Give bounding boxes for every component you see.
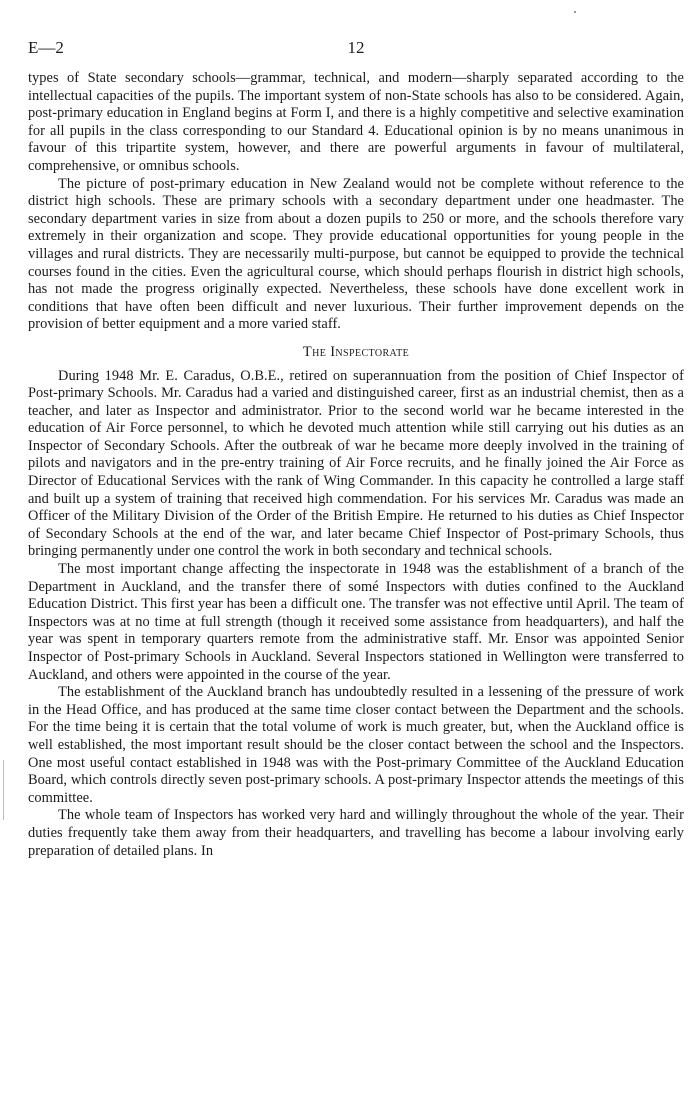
scan-speck: [574, 11, 576, 13]
paragraph-auckland-establishment: The establishment of the Auckland branch has undoubtedly resulted in a lessening of the pressure of work in the Head Office, and has produced at the same time closer contact between the Department and the schools. For the time being it is certain that the total volume of work is much greater, but, when the Auckland office is well established, the most important result should be the closer contact between the school and the Inspectors. One most useful contact established in 1948 was with the Post-primary Committee of the Auckland Education Board, which controls directly seven post-primary schools. A post-primary Inspector attends the meetings of this committee.: [28, 684, 684, 806]
page-number: 12: [347, 38, 365, 57]
document-reference: E—2: [28, 38, 64, 57]
document-body: [28, 70, 684, 860]
section-heading-inspectorate: The Inspectorate: [302, 343, 410, 360]
scan-margin-mark: [3, 760, 4, 820]
page-header: [28, 38, 684, 70]
paragraph-caradus: During 1948 Mr. E. Caradus, O.B.E., retired on superannuation from the position of Chief Inspector of Post-primary Schools. Mr. Caradus had a varied and distinguished career, first as an industrial chemist, then as a teacher, and later as Inspector and administrator. Prior to the second world war he became interested in the education of Air Force personnel, to which he devoted much attention while still carrying out his duties as an Inspector of Secondary Schools. After the outbreak of war he became more deeply involved in the training of pilots and navigators and in the pre-entry training of Air Force recruits, and he finally joined the Air Force as Director of Educational Services with the rank of Wing Commander. In this capacity he controlled a large staff and built up a system of training that received high commendation. For his services Mr. Caradus was made an Officer of the Military Division of the Order of the British Empire. He returned to his duties as Chief Inspector of Secondary Schools at the end of the war, and later became Chief Inspector of Post-primary Schools, thus bringing permanently under one control the work in both secondary and technical schools.: [28, 367, 684, 560]
paragraph-continued: types of State secondary schools—grammar, technical, and modern—sharply separated according to the intellectual capacities of the pupils. The important system of non-State schools has also to be considered. Again, post-primary education in England begins at Form I, and there is a highly competitive and selective examination for all pupils in the class corresponding to our Standard 4. Educational opinion is by no means unanimous in favour of this tripartite system, however, and there are powerful arguments in favour of multilateral, comprehensive, or omnibus schools.: [28, 70, 684, 174]
paragraph-district-high-schools: The picture of post-primary education in New Zealand would not be complete without reference to the district high schools. These are primary schools with a secondary department under one headmaster. The secondary department varies in size from about a dozen pupils to 250 or more, and the schools therefore vary extremely in their organization and scope. They provide educational opportunities for young people in the villages and rural districts. They are necessarily multi-purpose, but cannot be equipped to provide the technical courses found in the cities. Even the agricultural course, which should perhaps flourish in district high schools, has not made the progress originally expected. Nevertheless, these schools have done excellent work in conditions that have often been difficult and never luxurious. Their further improvement depends on the provision of better equipment and a more varied staff.: [28, 175, 684, 333]
paragraph-inspectors-work: The whole team of Inspectors has worked very hard and willingly throughout the whole of the year. Their duties frequently take them away from their headquarters, and travelling has become a labour involving early preparation of detailed plans. In: [28, 807, 684, 859]
paragraph-auckland-branch: The most important change affecting the inspectorate in 1948 was the establishment of a branch of the Department in Auckland, and the transfer there of somé Inspectors with duties confined to the Auckland Education District. This first year has been a difficult one. The transfer was not effective until April. The team of Inspectors was at no time at full strength (though it received some assistance from headquarters), and half the year was spent in temporary quarters remote from the administrative staff. Mr. Ensor was appointed Senior Inspector of Post-primary Schools in Auckland. Several Inspectors stationed in Wellington were transferred to Auckland, and others were appointed in the course of the year.: [28, 561, 684, 683]
document-page: [28, 38, 684, 860]
